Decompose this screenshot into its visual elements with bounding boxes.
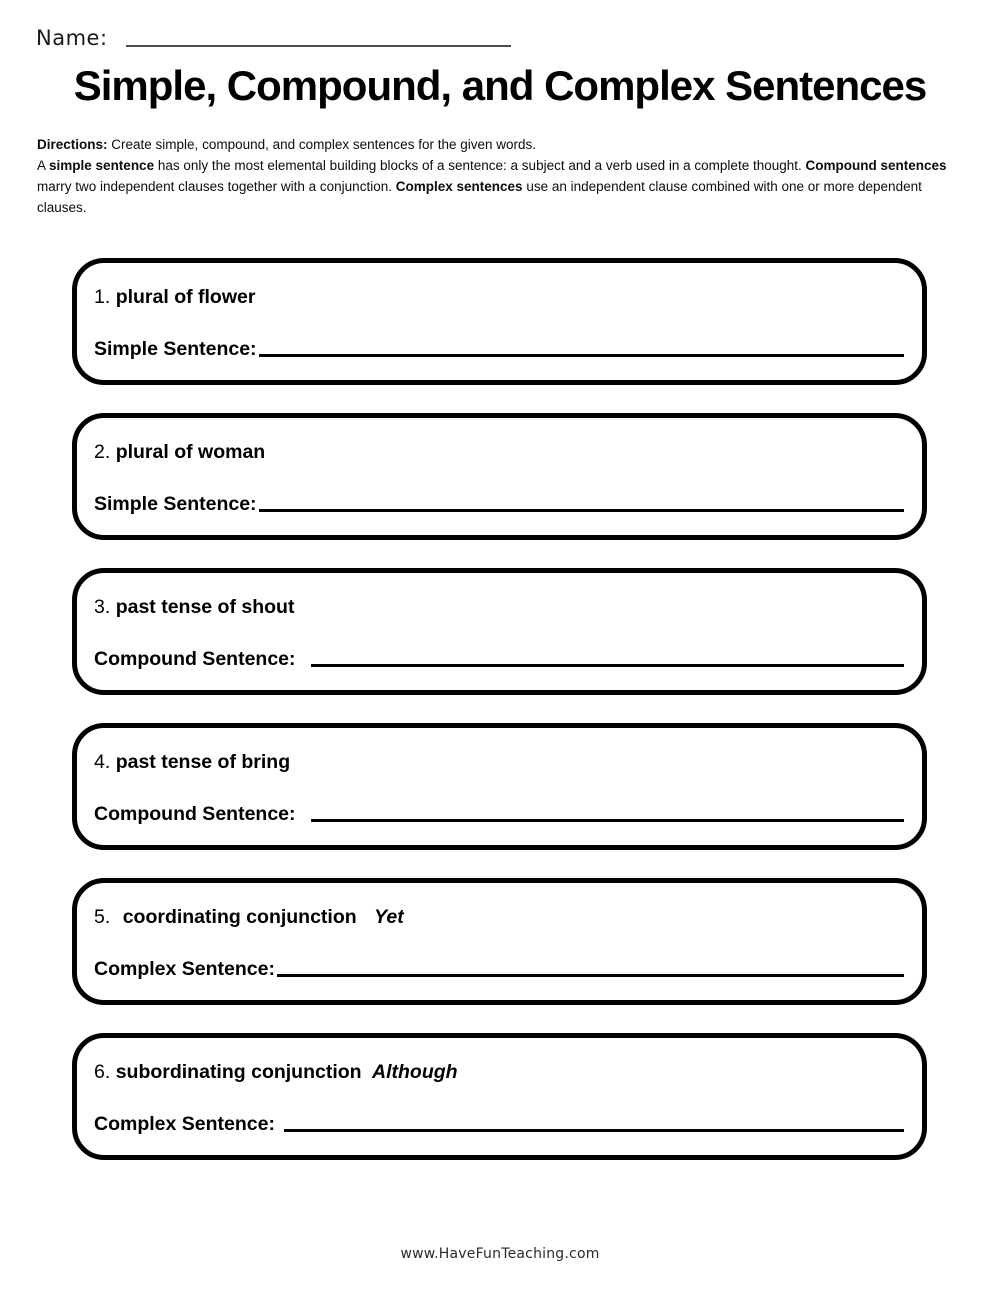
answer-row-1 [94,338,906,361]
answer-blank-line[interactable] [311,819,904,822]
item-number: 1. [94,286,111,308]
question-box-2 [72,413,927,540]
item-number: 4. [94,751,111,773]
question-box-3 [72,568,927,695]
answer-row-5 [94,958,906,981]
directions-label: Directions: [37,137,108,152]
question-box-6 [72,1033,927,1160]
directions-bold-compound-sentences: Compound sentences [805,158,947,173]
item-number: 2. [94,441,111,463]
item-prompt: past tense of bring [115,751,291,773]
item-prompt: subordinating conjunction [115,1061,362,1083]
name-row [36,26,511,50]
directions-intro-text: Create simple, compound, and complex sentences for the given words. [111,137,537,152]
item-prompt: coordinating conjunction [122,906,357,928]
directions-text-3: marry two independent clauses together with a conjunction. [37,179,392,194]
footer-url: www.HaveFunTeaching.com [400,1246,600,1262]
item-conjunction: Although [372,1061,458,1083]
answer-blank-line[interactable] [311,664,904,667]
question-box-4 [72,723,927,850]
answer-row-2 [94,493,906,516]
prompt-1 [94,286,906,308]
answer-blank-line[interactable] [259,509,904,512]
item-conjunction: Yet [374,906,404,928]
question-box-5 [72,878,927,1005]
item-number: 6. [94,1061,111,1083]
sentence-type-label: Complex Sentence: [94,1113,275,1135]
answer-row-6 [94,1113,906,1136]
item-number: 5. [94,906,111,928]
page-title: Simple, Compound, and Complex Sentences [73,62,927,109]
directions-paragraph [37,155,963,218]
item-number: 3. [94,596,111,618]
directions-bold-complex-sentences: Complex sentences [395,179,523,194]
sentence-type-label: Compound Sentence: [94,648,296,670]
item-prompt: past tense of shout [115,596,295,618]
prompt-2 [94,441,906,463]
directions-text-2: has only the most elemental building blocks of a sentence: a subject and a verb used in a complete thought. [157,158,802,173]
prompt-6 [94,1061,906,1083]
directions-text-4: use an independent clause combined with one or more dependent clauses. [37,179,922,215]
sentence-type-label: Complex Sentence: [94,958,275,980]
directions-block [37,134,963,218]
name-blank-line[interactable] [126,45,511,47]
item-prompt: plural of flower [115,286,256,308]
sentence-type-label: Compound Sentence: [94,803,296,825]
directions-intro-line [37,134,963,155]
prompt-5 [94,906,906,928]
question-box-1 [72,258,927,385]
sentence-type-label: Simple Sentence: [94,493,257,515]
answer-blank-line[interactable] [259,354,904,357]
item-prompt: plural of woman [115,441,266,463]
prompt-3 [94,596,906,618]
directions-bold-simple-sentence: simple sentence [49,158,155,173]
directions-text-1: A [37,158,46,173]
answer-blank-line[interactable] [277,974,904,977]
name-label: Name: [36,26,108,50]
sentence-type-label: Simple Sentence: [94,338,257,360]
answer-row-4 [94,803,906,826]
answer-row-3 [94,648,906,671]
question-boxes [72,258,927,1188]
answer-blank-line[interactable] [284,1129,904,1132]
prompt-4 [94,751,906,773]
